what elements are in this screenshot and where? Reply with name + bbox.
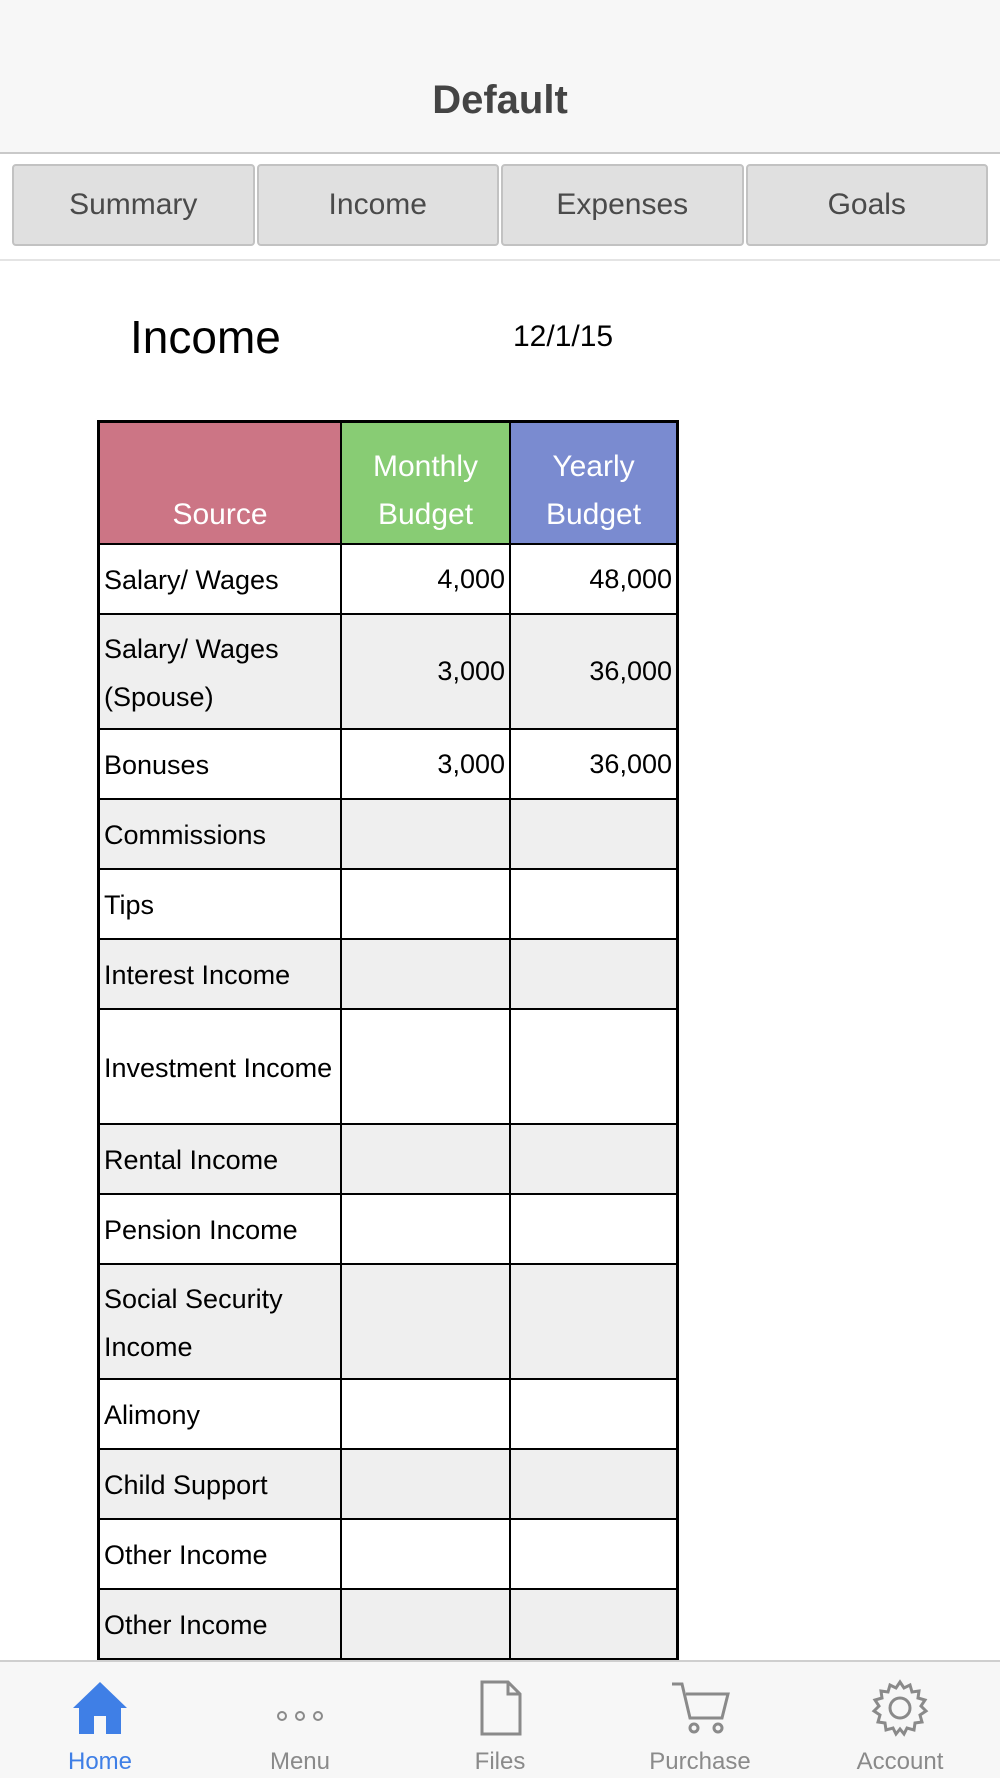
tabbar-home-label: Home — [67, 1748, 133, 1775]
section-title: Income — [130, 311, 281, 363]
monthly-input[interactable]: 3,000 — [342, 730, 511, 798]
table-row — [100, 868, 676, 938]
table-row — [100, 543, 676, 613]
cart-icon — [668, 1676, 732, 1740]
tabbar-account-label: Account — [856, 1748, 944, 1775]
monthly-input[interactable]: 4,000 — [342, 545, 511, 613]
source-cell: Pension Income — [100, 1195, 342, 1263]
source-cell: Salary/ Wages — [100, 545, 342, 613]
monthly-input[interactable] — [342, 1520, 511, 1588]
yearly-value — [511, 1265, 676, 1378]
table-row — [100, 1123, 676, 1193]
header-source — [100, 423, 342, 543]
source-cell: Other Income — [100, 1520, 342, 1588]
yearly-value: 48,000 — [589, 563, 672, 594]
tab-goals[interactable]: Goals — [746, 164, 989, 246]
source-cell: Other Income — [100, 1590, 342, 1658]
table-row — [100, 938, 676, 1008]
nav-header — [0, 0, 1000, 154]
monthly-input[interactable] — [342, 1010, 511, 1123]
tab-summary[interactable]: Summary — [12, 164, 255, 246]
table-row — [100, 728, 676, 798]
monthly-input[interactable] — [342, 1450, 511, 1518]
yearly-value — [511, 940, 676, 1008]
source-cell: Salary/ Wages (Spouse) — [100, 615, 342, 728]
tabbar-home[interactable] — [0, 1662, 200, 1778]
source-cell: Rental Income — [100, 1125, 342, 1193]
tabbar-purchase-label: Purchase — [649, 1748, 751, 1775]
yearly-value — [511, 1520, 676, 1588]
yearly-value: 36,000 — [589, 748, 672, 779]
yearly-value — [511, 1380, 676, 1448]
yearly-value — [511, 1450, 676, 1518]
source-cell: Child Support — [100, 1450, 342, 1518]
income-table — [97, 420, 679, 1661]
tabbar-menu[interactable] — [200, 1662, 400, 1778]
tabbar-menu-label: Menu — [269, 1748, 331, 1775]
header-monthly-line1: Monthly — [372, 450, 479, 483]
source-cell: Investment Income — [100, 1010, 342, 1123]
yearly-value: 36,000 — [511, 615, 676, 728]
monthly-input[interactable]: 3,000 — [342, 615, 511, 728]
yearly-value — [511, 800, 676, 868]
header-monthly-line2: Budget — [377, 498, 474, 531]
monthly-input[interactable] — [342, 1195, 511, 1263]
tabbar-account[interactable] — [800, 1662, 1000, 1778]
gear-icon — [868, 1676, 932, 1740]
table-row — [100, 798, 676, 868]
table-row — [100, 1008, 676, 1123]
yearly-value — [511, 1590, 676, 1658]
tabbar-files-label: Files — [474, 1748, 526, 1775]
monthly-input[interactable] — [342, 940, 511, 1008]
tabbar-purchase[interactable] — [600, 1662, 800, 1778]
segmented-tabs — [12, 164, 988, 246]
source-cell: Tips — [100, 870, 342, 938]
table-row — [100, 1518, 676, 1588]
monthly-input[interactable] — [342, 1590, 511, 1658]
yearly-value — [511, 870, 676, 938]
table-row — [100, 613, 676, 728]
bottom-tab-bar — [0, 1660, 1000, 1778]
table-row — [100, 1263, 676, 1378]
table-row — [100, 1378, 676, 1448]
more-icon — [268, 1676, 332, 1740]
home-icon — [68, 1676, 132, 1740]
header-yearly-line2: Budget — [545, 498, 642, 531]
page-title: Default — [432, 78, 568, 122]
monthly-input[interactable] — [342, 1380, 511, 1448]
divider — [0, 259, 1000, 261]
table-header — [100, 423, 676, 543]
monthly-input[interactable] — [342, 870, 511, 938]
source-cell: Bonuses — [100, 730, 342, 798]
yearly-value — [511, 1195, 676, 1263]
yearly-value — [511, 1010, 676, 1123]
header-source-label: Source — [172, 498, 268, 531]
table-row — [100, 1193, 676, 1263]
tabbar-files[interactable] — [400, 1662, 600, 1778]
section-date: 12/1/15 — [513, 320, 614, 353]
monthly-input[interactable] — [342, 1125, 511, 1193]
monthly-input[interactable] — [342, 1265, 511, 1378]
header-monthly-budget — [342, 423, 511, 543]
source-cell: Interest Income — [100, 940, 342, 1008]
tab-income[interactable]: Income — [257, 164, 500, 246]
header-yearly-line1: Yearly — [552, 450, 635, 483]
yearly-value — [511, 1125, 676, 1193]
source-cell: Alimony — [100, 1380, 342, 1448]
table-row — [100, 1588, 676, 1658]
tab-expenses[interactable]: Expenses — [501, 164, 744, 246]
header-yearly-budget — [511, 423, 676, 543]
source-cell: Social Security Income — [100, 1265, 342, 1378]
monthly-input[interactable] — [342, 800, 511, 868]
table-row — [100, 1448, 676, 1518]
source-cell: Commissions — [100, 800, 342, 868]
file-icon — [468, 1676, 532, 1740]
